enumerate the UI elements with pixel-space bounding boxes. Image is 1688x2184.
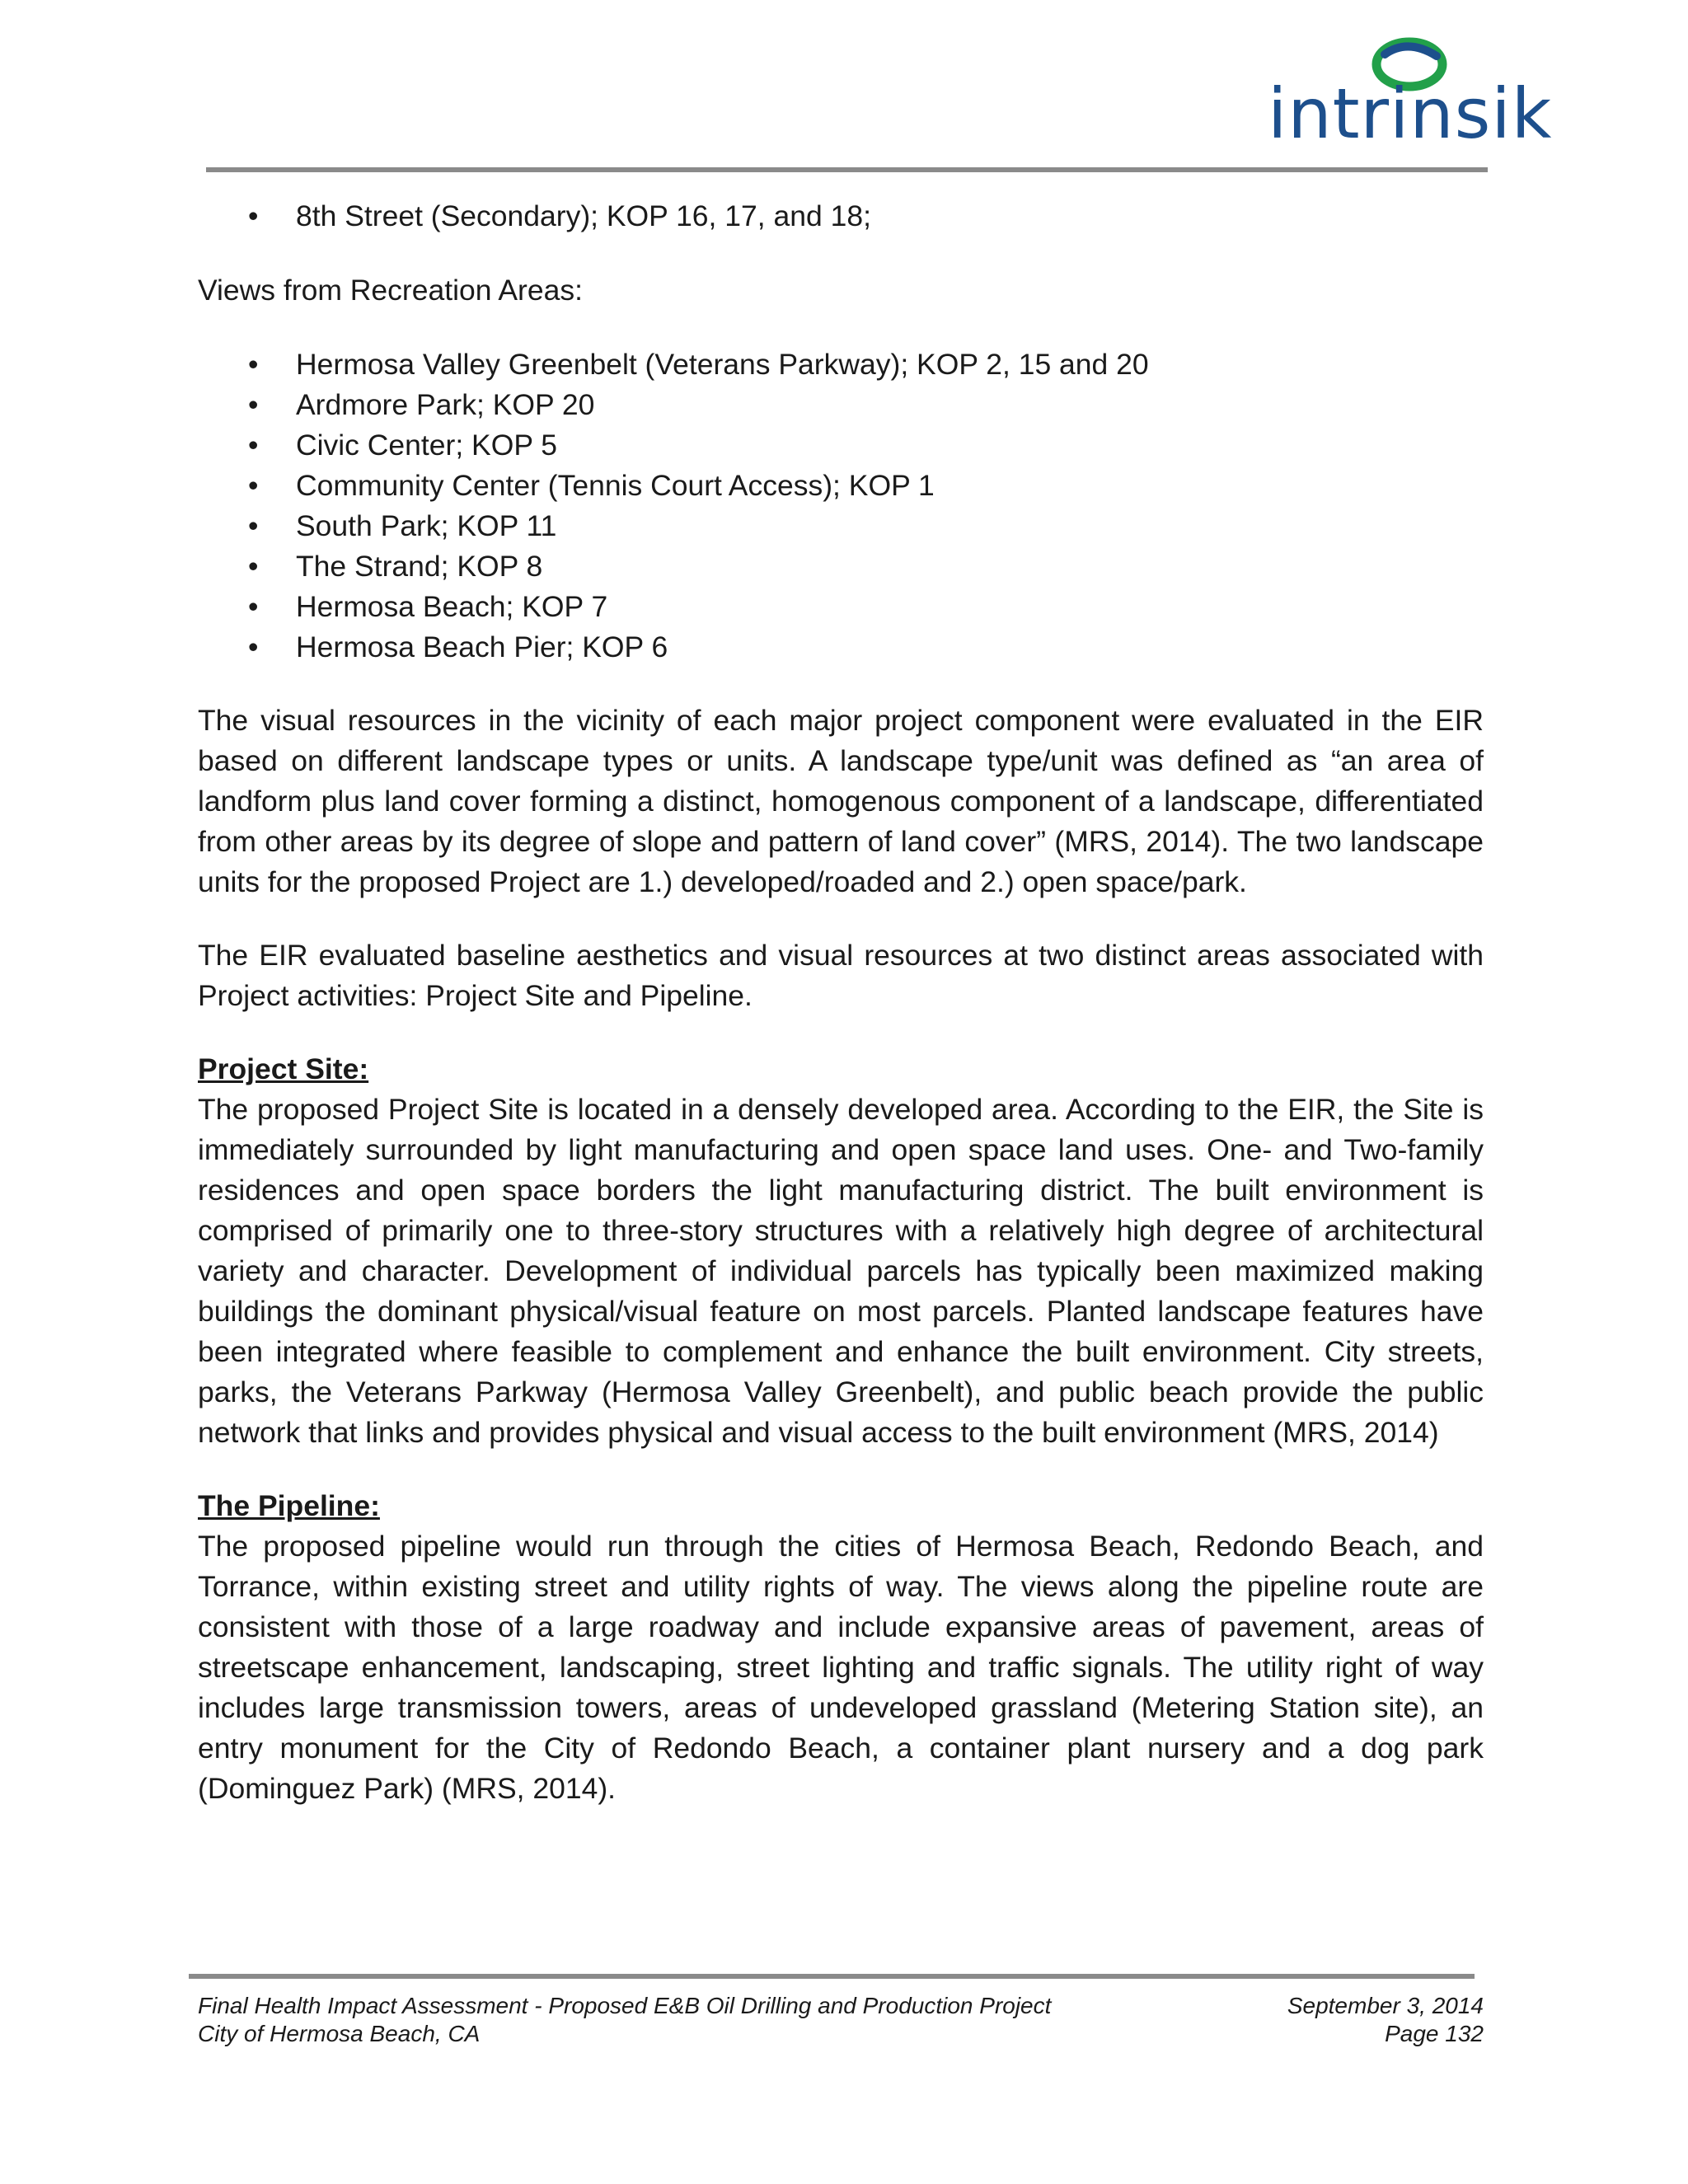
recreation-list <box>198 344 1484 668</box>
footer-document-title: Final Health Impact Assessment - Proposed E&B Oil Drilling and Production Project <box>198 1993 1052 2018</box>
bullet-icon: • <box>248 509 259 542</box>
paragraph-eir: The EIR evaluated baseline aesthetics and visual resources at two distinct areas associated with Project activities: Project Site and Pipeline. <box>198 939 1484 1012</box>
bullet-icon: • <box>248 429 259 462</box>
logo-wordmark: intrinsik <box>1268 73 1553 154</box>
intrinsik-logo <box>1268 31 1553 155</box>
pipeline-body: The proposed pipeline would run through the cities of Hermosa Beach, Redondo Beach, and Torrance, within existing street and utility rights of way. The views along the pipeline route are consistent with those of a large roadway and include expansive areas of pavement, areas of streetscape enhancement, landscaping, street lighting and traffic signals. The utility right of way includes large transmission towers, areas of undeveloped grassland (Metering Station site), an entry monument for the City of Redondo Beach, a container plant nursery and a dog park (Dominguez Park) (MRS, 2014). <box>198 1530 1484 1805</box>
bullet-icon: • <box>248 348 259 381</box>
bullet-list-top <box>198 196 1484 237</box>
bullet-icon: • <box>248 630 259 663</box>
list-item: • Hermosa Valley Greenbelt (Veterans Parkway); KOP 2, 15 and 20 <box>198 344 1484 385</box>
list-item: • Community Center (Tennis Court Access); KOP 1 <box>198 466 1484 506</box>
footer-organization: City of Hermosa Beach, CA <box>198 2021 481 2046</box>
header-divider <box>206 167 1488 172</box>
project-site-heading: Project Site: <box>198 1052 369 1085</box>
list-item: • Civic Center; KOP 5 <box>198 425 1484 466</box>
list-item <box>198 196 1484 237</box>
bullet-icon: • <box>248 199 259 232</box>
footer-date: September 3, 2014 <box>1287 1993 1484 2018</box>
list-item: • The Strand; KOP 8 <box>198 546 1484 587</box>
paragraph-landscape: The visual resources in the vicinity of each major project component were evaluated in the EIR based on different landscape types or units. A landscape type/unit was defined as “an area of landform plus land cover forming a distinct, homogenous component of a landscape, differentiated from other areas by its degree of slope and pattern of land cover” (MRS, 2014). The two landscape units for the proposed Project are 1.) developed/roaded and 2.) open space/park. <box>198 704 1484 898</box>
recreation-intro: Views from Recreation Areas: <box>198 274 583 307</box>
list-item: • South Park; KOP 11 <box>198 506 1484 546</box>
footer-divider <box>189 1974 1475 1979</box>
footer-page-number: Page 132 <box>1385 2021 1484 2046</box>
list-item: • Ardmore Park; KOP 20 <box>198 385 1484 425</box>
bullet-icon: • <box>248 469 259 502</box>
bullet-icon: • <box>248 388 259 421</box>
bullet-icon: • <box>248 550 259 583</box>
list-item-text: 8th Street (Secondary); KOP 16, 17, and 18; <box>296 199 871 232</box>
list-item: • Hermosa Beach; KOP 7 <box>198 587 1484 627</box>
bullet-icon: • <box>248 590 259 623</box>
page-footer <box>198 1992 1484 2048</box>
list-item: • Hermosa Beach Pier; KOP 6 <box>198 627 1484 668</box>
pipeline-heading: The Pipeline: <box>198 1489 380 1522</box>
project-site-body: The proposed Project Site is located in a densely developed area. According to the EIR, the Site is immediately surrounded by light manufacturing and open space land uses. One- and Two-family residences and open space borders the light manufacturing district. The built environment is comprised of primarily one to three-story structures with a relatively high degree of architectural variety and character. Development of individual parcels has typically been maximized making buildings the dominant physical/visual feature on most parcels. Planted landscape features have been integrated where feasible to complement and enhance the built environment. City streets, parks, the Veterans Parkway (Hermosa Valley Greenbelt), and public beach provide the public network that links and provides physical and visual access to the built environment (MRS, 2014) <box>198 1093 1484 1449</box>
page-content <box>198 196 1484 1809</box>
